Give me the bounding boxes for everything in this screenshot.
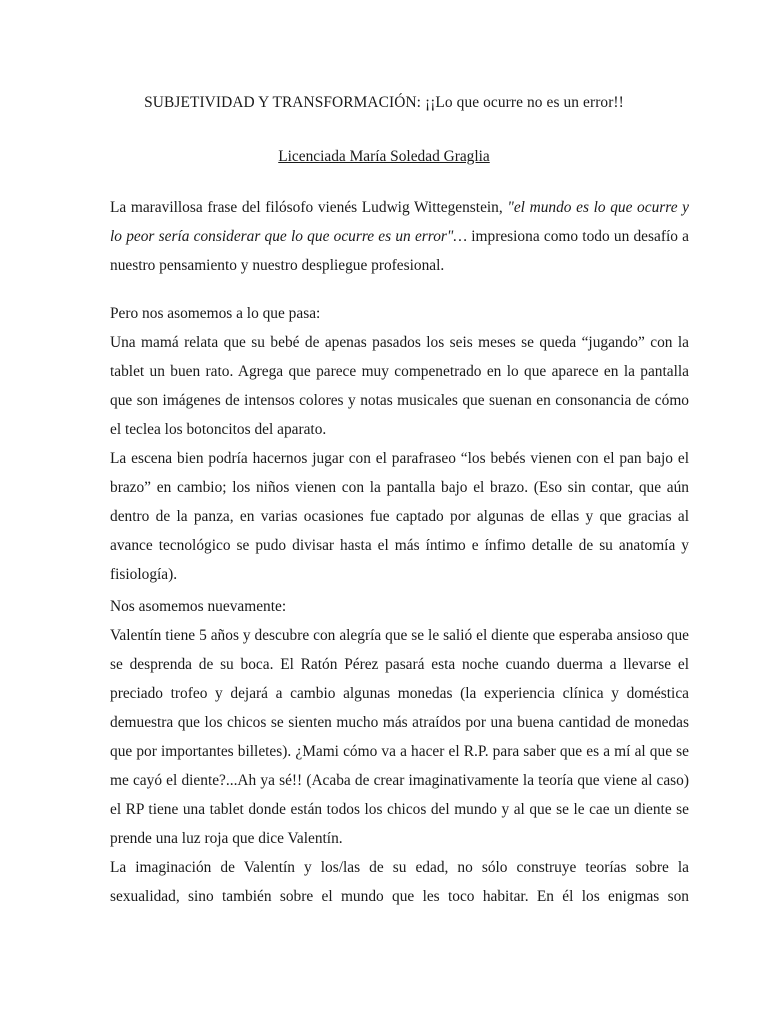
author-line: [0, 147, 768, 167]
document-title: SUBJETIVIDAD Y TRANSFORMACIÓN: ¡¡Lo que ocurre no es un error!!: [144, 94, 624, 111]
section-one-heading: Pero nos asomemos a lo que pasa:: [110, 305, 321, 322]
intro-paragraph: [110, 193, 689, 280]
section-two: [110, 592, 689, 911]
section-one: [110, 299, 689, 589]
section-two-heading: Nos asomemos nuevamente:: [110, 598, 287, 615]
section-one-paragraph-1: Una mamá relata que su bebé de apenas pasados los seis meses se queda “jugando” con la tablet un buen rato. Agrega que parece muy compenetrado en lo que aparece en la pantalla que son imágenes de intensos colores y notas musicales que suenan en consonancia de cómo el teclea los botoncitos del aparato.: [110, 334, 689, 438]
wittgenstein-quote: "el mundo es lo que ocurre y lo peor sería considerar que lo que ocurre es un error"…: [110, 199, 689, 245]
section-two-paragraph-1: Valentín tiene 5 años y descubre con alegría que se le salió el diente que esperaba ansioso que se desprenda de su boca. El Ratón Pérez pasará esta noche cuando duerma a llevarse el preciado trofeo y dejará a cambio algunas monedas (la experiencia clínica y doméstica demuestra que los chicos se sienten mucho más atraídos por una buena cantidad de monedas que por importantes billetes). ¿Mami cómo va a hacer el R.P. para saber que es a mí al que se me cayó el diente?...Ah ya sé!! (Acaba de crear imaginativamente la teoría que viene al caso) el RP tiene una tablet donde están todos los chicos del mundo y al que se le cae un diente se prende una luz roja que dice Valentín.: [110, 627, 689, 847]
section-one-paragraph-2: La escena bien podría hacernos jugar con el parafraseo “los bebés vienen con el pan bajo el brazo” en cambio; los niños vienen con la pantalla bajo el brazo. (Eso sin contar, que aún dentro de la panza, en varias ocasiones fue captado por algunas de ellas y que gracias al avance tecnológico se pudo divisar hasta el más íntimo e ínfimo detalle de su anatomía y fisiología).: [110, 450, 689, 583]
intro-text-before: La maravillosa frase del filósofo vienés Ludwig Wittegenstein,: [110, 199, 508, 216]
intro-text-after: impresiona como todo un desafío a nuestro pensamiento y nuestro despliegue profesional.: [110, 228, 689, 274]
section-two-paragraph-2: La imaginación de Valentín y los/las de su edad, no sólo construye teorías sobre la sexualidad, sino también sobre el mundo que les toco habitar. En él los enigmas son: [110, 859, 689, 905]
author-name: Licenciada María Soledad Graglia: [278, 148, 490, 165]
